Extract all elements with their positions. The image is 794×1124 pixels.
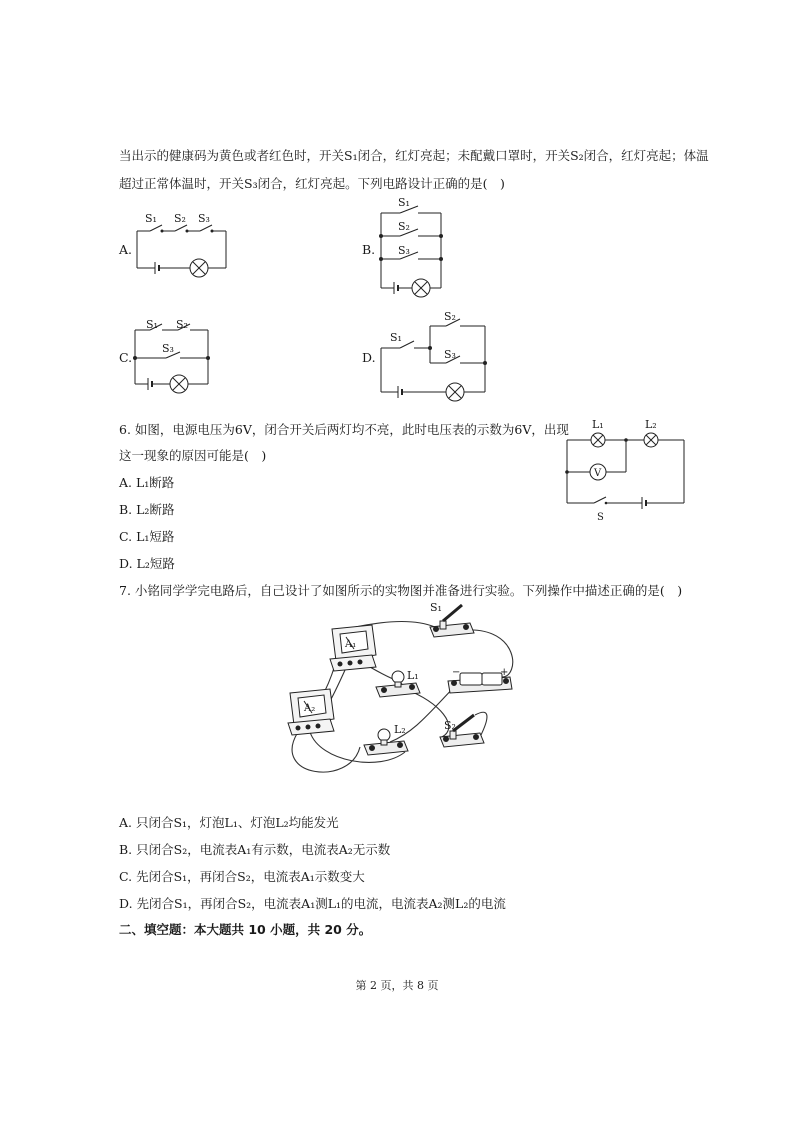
- q6-stem-line2: 这一现象的原因可能是( ): [119, 448, 267, 463]
- q7-a2-label: A₂: [304, 703, 316, 714]
- q7-battery-plus: +: [500, 667, 509, 678]
- circuit-d-s1-label: S₁: [390, 331, 402, 344]
- q6-circuit-diagram: [560, 414, 690, 524]
- q7-option-a: A. 只闭合S₁，灯泡L₁、灯泡L₂均能发光: [119, 815, 339, 830]
- q7-a1-label: A₁: [345, 639, 357, 650]
- q5-option-a-label: A.: [119, 242, 133, 257]
- circuit-a-s3-label: S₃: [198, 212, 210, 225]
- q7-option-b: B. 只闭合S₂，电流表A₁有示数，电流表A₂无示数: [119, 842, 391, 857]
- q6-voltmeter-label: V: [594, 468, 602, 479]
- q6-option-b: B. L₂断路: [119, 502, 175, 517]
- q7-l2-label: L₂: [394, 723, 406, 736]
- circuit-d-s2-label: S₂: [444, 310, 456, 323]
- q5-stem-line2: 超过正常体温时，开关S₃闭合，红灯亮起。下列电路设计正确的是( ): [119, 176, 505, 191]
- section-2-heading: 二、填空题：本大题共 10 小题，共 20 分。: [119, 922, 372, 937]
- q7-l1-label: L₁: [407, 669, 419, 682]
- circuit-a-s1-label: S₁: [145, 212, 157, 225]
- q6-l1-label: L₁: [592, 418, 604, 431]
- q7-option-d: D. 先闭合S₁，再闭合S₂，电流表A₁测L₁的电流，电流表A₂测L₂的电流: [119, 896, 506, 911]
- q6-option-c: C. L₁短路: [119, 529, 175, 544]
- q7-s2-label: S₂: [444, 719, 456, 732]
- q6-option-d: D. L₂短路: [119, 556, 175, 571]
- q6-switch-label: S: [597, 512, 604, 523]
- circuit-b-s1-label: S₁: [398, 196, 410, 209]
- q5-option-c-label: C.: [119, 350, 133, 365]
- q7-physical-circuit-illustration: [280, 597, 530, 787]
- circuit-c-s2-label: S₂: [176, 318, 188, 331]
- q6-option-a: A. L₁断路: [119, 475, 175, 490]
- circuit-b-s2-label: S₂: [398, 220, 410, 233]
- circuit-c-diagram: [130, 316, 220, 396]
- q7-stem-line1: 7. 小铭同学学完电路后，自己设计了如图所示的实物图并准备进行实验。下列操作中描述正确的是( ): [119, 583, 683, 598]
- q5-stem-line1: 当出示的健康码为黄色或者红色时，开关S₁闭合，红灯亮起；未配戴口罩时，开关S₂闭合，红灯亮起；体温: [119, 148, 709, 163]
- q7-option-c: C. 先闭合S₁，再闭合S₂，电流表A₁示数变大: [119, 869, 365, 884]
- q6-l2-label: L₂: [645, 418, 657, 431]
- circuit-c-s1-label: S₁: [146, 318, 158, 331]
- circuit-b-s3-label: S₃: [398, 244, 410, 257]
- q7-s1-label: S₁: [430, 601, 442, 614]
- q5-option-b-label: B.: [362, 242, 376, 257]
- q7-battery-minus: −: [452, 667, 461, 678]
- circuit-d-diagram: [376, 308, 492, 404]
- circuit-a-diagram: [130, 210, 240, 280]
- q5-option-d-label: D.: [362, 350, 376, 365]
- circuit-c-s3-label: S₃: [162, 342, 174, 355]
- circuit-a-s2-label: S₂: [174, 212, 186, 225]
- page-footer: 第 2 页，共 8 页: [355, 979, 439, 992]
- circuit-b-diagram: [374, 196, 464, 300]
- circuit-d-s3-label: S₃: [444, 348, 456, 361]
- q6-stem-line1: 6. 如图，电源电压为6V，闭合开关后两灯均不亮，此时电压表的示数为6V，出现: [119, 422, 569, 437]
